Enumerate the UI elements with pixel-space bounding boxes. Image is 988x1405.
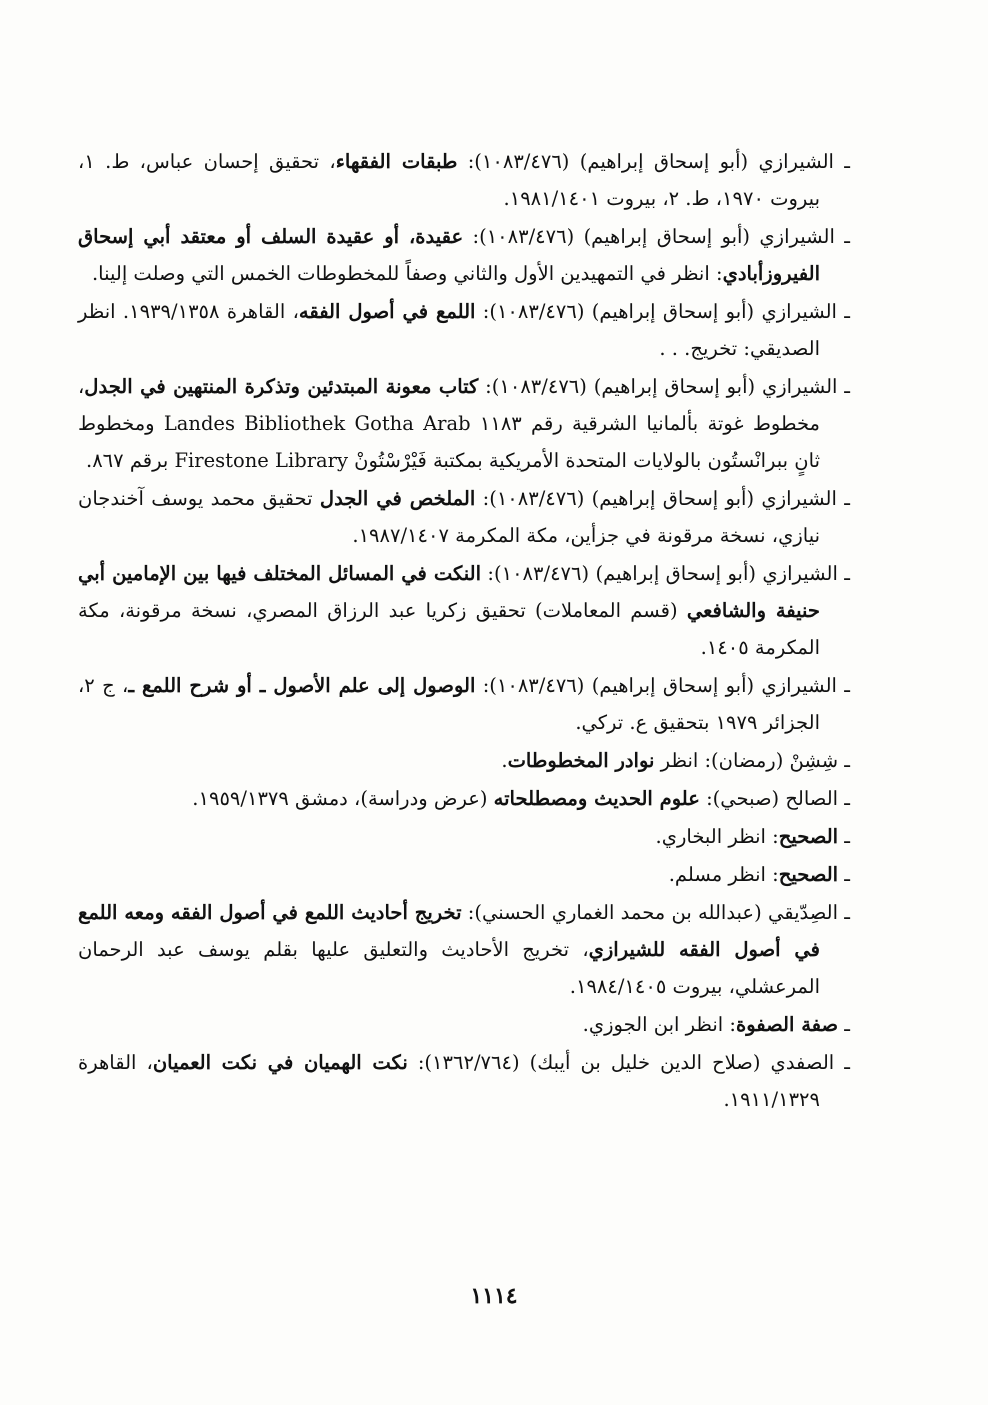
bibliography-entry xyxy=(78,480,850,554)
bibliography-entry xyxy=(78,818,850,855)
entry-title: نكت الهميان في نكت العميان xyxy=(152,1051,408,1074)
bibliography-entry xyxy=(78,667,850,741)
entry-details: : انظر ابن الجوزي. xyxy=(582,1013,736,1036)
entry-title: الصحيح xyxy=(778,825,839,848)
entry-details: . xyxy=(501,749,508,772)
entry-details: تحقيق محمد يوسف آخندجان نيازي، نسخة مرقونة في جزأين، مكة المكرمة ١٩٨٧/١٤٠٧. xyxy=(78,487,820,547)
entry-details: ، مخطوط غوتة بألمانيا الشرقية رقم ١١٨٣ Landes Bibliothek Gotha Arab ومخطوط ثانٍ ببرانْستُون بالولايات المتحدة الأمريكية بمكتبة فَيْرْسْتُونْ Firestone Library برقم ٨٦٧. xyxy=(78,375,821,472)
entry-author: ـ الشيرازي (أبو إسحاق إبراهيم) (١٠٨٣/٤٧٦): xyxy=(475,674,850,697)
entry-author: ـ xyxy=(838,863,850,886)
entry-title: كتاب معونة المبتدئين وتذكرة المنتهين في الجدل xyxy=(84,375,479,398)
entry-details: ، القاهرة ١٩١١/١٣٢٩. xyxy=(78,1051,820,1111)
entry-title: الوصول إلى علم الأصول ـ أو شرح اللمع ـ xyxy=(128,674,476,697)
entry-details: ، تخريج الأحاديث والتعليق عليها بقلم يوسف عبد الرحمان المرعشلي، بيروت ١٩٨٤/١٤٠٥. xyxy=(78,938,820,998)
entry-details: : انظر البخاري. xyxy=(655,825,779,848)
entry-author: ـ الصفدي (صلاح الدين خليل بن أيبك) (١٣٦٢/٧٦٤): xyxy=(407,1051,850,1074)
entry-title: صفة الصفوة xyxy=(735,1013,839,1036)
bibliography-entry xyxy=(78,856,850,893)
entry-author: ـ xyxy=(838,1013,850,1036)
entry-details: : انظر في التمهيدين الأول والثاني وصفاً للمخطوطات الخمس التي وصلت إلينا. xyxy=(91,262,723,285)
entry-title: الملخص في الجدل xyxy=(319,487,476,510)
entry-details: ، القاهرة ١٩٣٩/١٣٥٨. انظر الصديقي: تخريج. . . xyxy=(78,300,820,360)
entry-author: ـ xyxy=(838,825,850,848)
entry-title: طبقات الفقهاء xyxy=(335,150,458,173)
entry-details: ، ج ٢، الجزائر ١٩٧٩ بتحقيق ع. تركي. xyxy=(78,674,820,734)
entry-author: ـ الصالح (صبحي): xyxy=(699,787,850,810)
entry-details: (عرض ودراسة)، دمشق ١٩٥٩/١٣٧٩. xyxy=(192,787,494,810)
entry-author: ـ الشيرازي (أبو إسحاق إبراهيم) (١٠٨٣/٤٧٦): xyxy=(475,300,851,323)
entry-author: ـ الشيرازي (أبو إسحاق إبراهيم) (١٠٨٣/٤٧٦): xyxy=(463,225,850,248)
entry-details: ، تحقيق إحسان عباس، ط. ١، بيروت ١٩٧٠، ط. ٢، بيروت ١٩٨١/١٤٠١. xyxy=(78,150,820,210)
entry-title: النكت في المسائل المختلف فيها بين الإمامين أبي حنيفة والشافعي xyxy=(78,562,820,622)
bibliography-entry xyxy=(78,780,850,817)
entry-author: ـ الشيرازي (أبو إسحاق إبراهيم) (١٠٨٣/٤٧٦): xyxy=(478,375,851,398)
entry-author: ـ الشيرازي (أبو إسحاق إبراهيم) (١٠٨٣/٤٧٦): xyxy=(481,562,850,585)
entry-title: نوادر المخطوطات xyxy=(507,749,655,772)
entry-title: تخريج أحاديث اللمع في أصول الفقه ومعه اللمع في أصول الفقه للشيرازي xyxy=(78,901,820,961)
entry-author: ـ الشيرازي (أبو إسحاق إبراهيم) (١٠٨٣/٤٧٦): xyxy=(475,487,850,510)
bibliography-entry xyxy=(78,293,850,367)
bibliography-entry xyxy=(78,1044,850,1118)
entry-details: : انظر مسلم. xyxy=(668,863,779,886)
bibliography-entry xyxy=(78,1006,850,1043)
bibliography-entry xyxy=(78,894,850,1005)
bibliography-entry xyxy=(78,742,850,779)
entry-title: علوم الحديث ومصطلحاته xyxy=(493,787,700,810)
entry-author: ـ الشيرازي (أبو إسحاق إبراهيم) (١٠٨٣/٤٧٦): xyxy=(457,150,850,173)
entry-author: ـ الصِدّيقي (عبدالله بن محمد الغماري الحسني): xyxy=(461,901,850,924)
bibliography-entry xyxy=(78,555,850,666)
bibliography-list xyxy=(78,143,850,1119)
bibliography-entry xyxy=(78,368,850,479)
entry-author: ـ شِشِنْ (رمضان): انظر xyxy=(654,749,850,772)
entry-title: عقيدة، أو عقيدة السلف أو معتقد أبي إسحاق الفيروزأبادي xyxy=(78,225,820,285)
page-number: ١١١٤ xyxy=(470,1283,518,1309)
bibliography-entry xyxy=(78,143,850,217)
entry-title: الصحيح xyxy=(778,863,839,886)
entry-title: اللمع في أصول الفقه xyxy=(298,300,476,323)
bibliography-entry xyxy=(78,218,850,292)
entry-details: (قسم المعاملات) تحقيق زكريا عبد الرزاق المصري، نسخة مرقونة، مكة المكرمة ١٤٠٥. xyxy=(78,599,820,659)
